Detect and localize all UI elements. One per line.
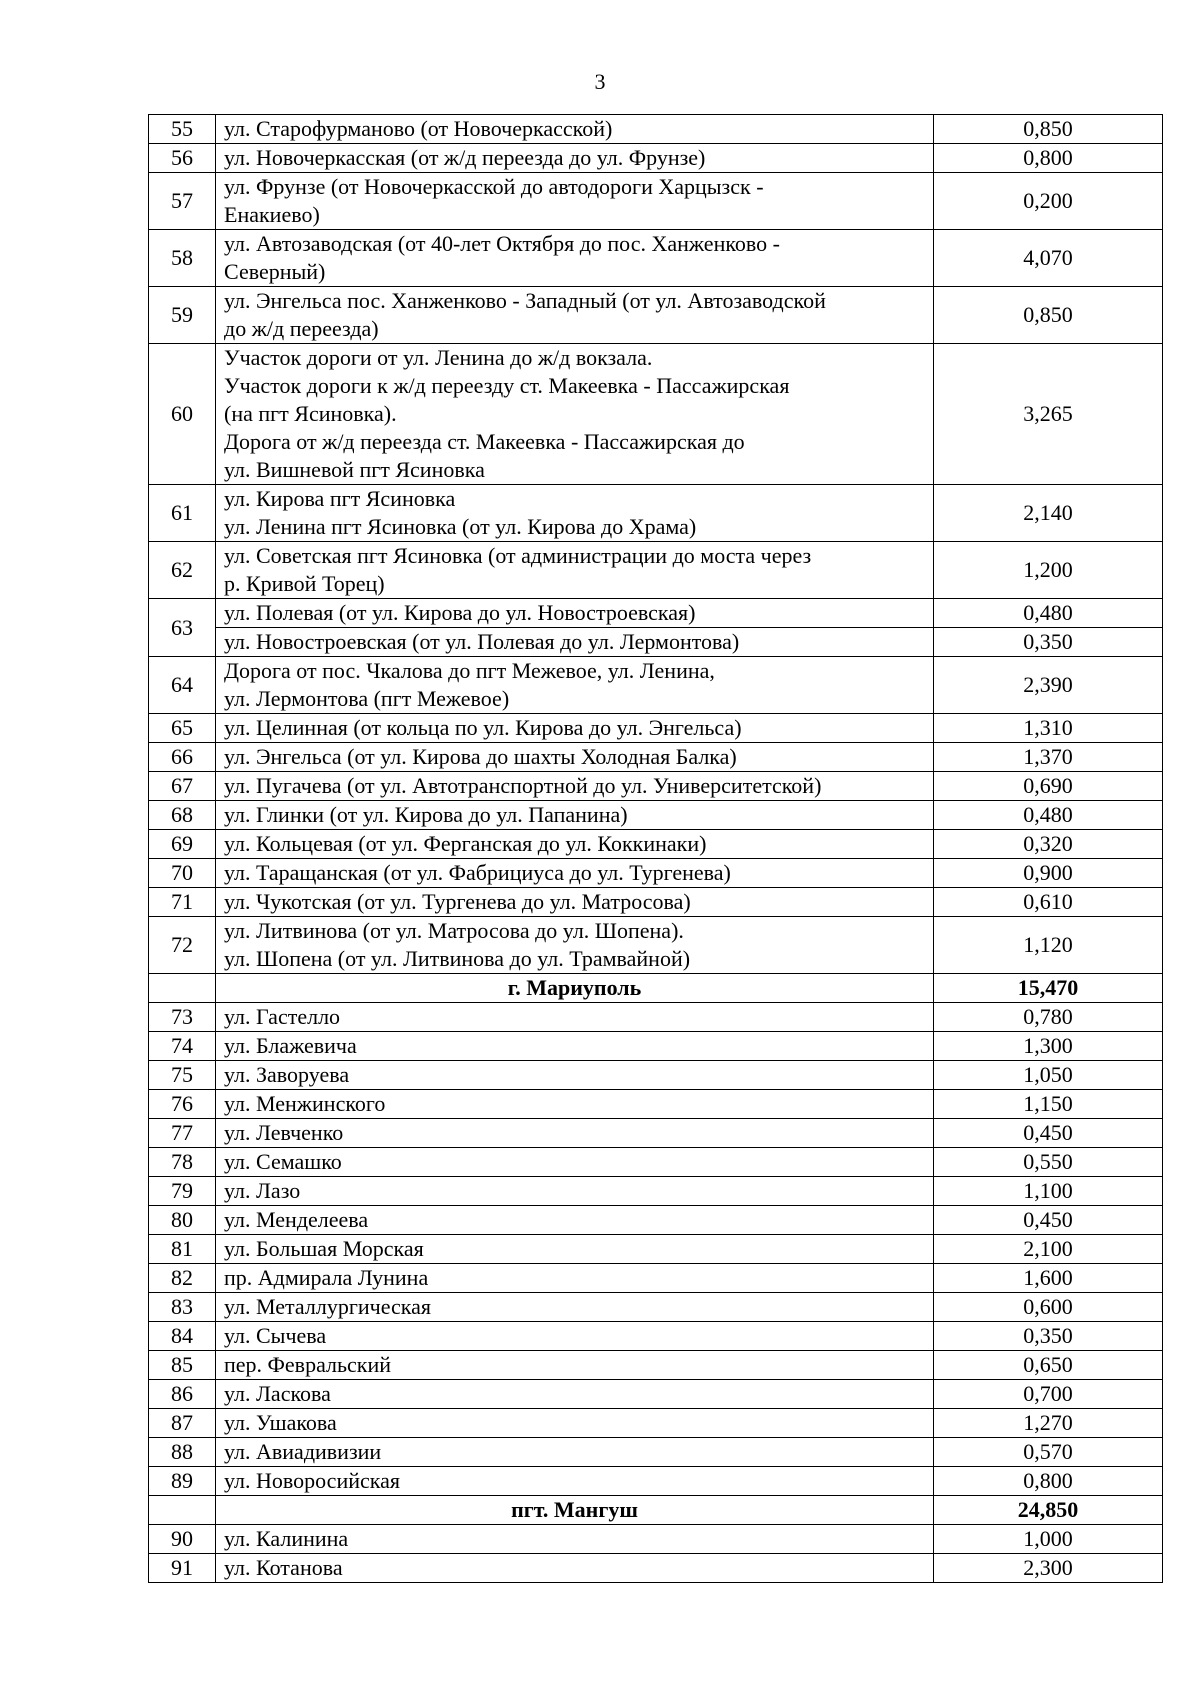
road-name-line: ул. Менделеева: [224, 1207, 369, 1232]
row-number: 86: [149, 1380, 216, 1409]
road-name: [216, 772, 934, 801]
road-name-line: ул. Большая Морская: [224, 1236, 424, 1261]
road-length: 3,265: [934, 344, 1163, 485]
road-name-line: ул. Ушакова: [224, 1410, 337, 1435]
road-length: 1,370: [934, 743, 1163, 772]
table-row: [149, 714, 1163, 743]
row-number: 81: [149, 1235, 216, 1264]
road-length: 1,270: [934, 1409, 1163, 1438]
road-length: 1,120: [934, 917, 1163, 974]
road-name-line: Дорога от ж/д переезда ст. Макеевка - Пассажирская до: [224, 429, 745, 454]
page-number: 3: [594, 69, 606, 94]
road-name: [216, 1322, 934, 1351]
road-name-line: ул. Ленина пгт Ясиновка (от ул. Кирова до Храма): [224, 514, 697, 539]
road-name-line: ул. Энгельса (от ул. Кирова до шахты Холодная Балка): [224, 744, 737, 769]
road-name-line: ул. Металлургическая: [224, 1294, 432, 1319]
table-row: [149, 1264, 1163, 1293]
table-row: [149, 1525, 1163, 1554]
road-name-line: Участок дороги к ж/д переезду ст. Макеевка - Пассажирская: [224, 373, 790, 398]
table-row: [149, 1032, 1163, 1061]
road-length: 1,150: [934, 1090, 1163, 1119]
row-number: 68: [149, 801, 216, 830]
table-row: [149, 657, 1163, 714]
road-name: [216, 743, 934, 772]
road-name-line: ул. Советская пгт Ясиновка (от администрации до моста через: [224, 543, 812, 568]
road-name: [216, 1554, 934, 1583]
table-row: [149, 542, 1163, 599]
table-row: [149, 144, 1163, 173]
road-name-line: Дорога от пос. Чкалова до пгт Межевое, ул. Ленина,: [224, 658, 715, 683]
road-name: [216, 1438, 934, 1467]
row-number: 84: [149, 1322, 216, 1351]
row-number: 79: [149, 1177, 216, 1206]
road-name-line: ул. Шопена (от ул. Литвинова до ул. Трамвайной): [224, 946, 691, 971]
road-length: 0,550: [934, 1148, 1163, 1177]
road-name: [216, 173, 934, 230]
row-number: 74: [149, 1032, 216, 1061]
road-length: 0,200: [934, 173, 1163, 230]
road-name: [216, 657, 934, 714]
row-number: [149, 974, 216, 1003]
road-length: 1,000: [934, 1525, 1163, 1554]
table-row: [149, 1148, 1163, 1177]
row-number: 88: [149, 1438, 216, 1467]
road-name-line: ул. Чукотская (от ул. Тургенева до ул. Матросова): [224, 889, 691, 914]
road-name-line: пер. Февральский: [224, 1352, 392, 1377]
road-name: [216, 859, 934, 888]
road-name-line: ул. Пугачева (от ул. Автотранспортной до ул. Университетской): [224, 773, 822, 798]
table-row: [149, 1090, 1163, 1119]
road-name-line: ул. Энгельса пос. Ханженково - Западный (от ул. Автозаводской: [224, 288, 826, 313]
row-number: 78: [149, 1148, 216, 1177]
row-number: 70: [149, 859, 216, 888]
row-number: [149, 1496, 216, 1525]
table-row: [149, 628, 1163, 657]
road-length: 0,780: [934, 1003, 1163, 1032]
road-name: [216, 1525, 934, 1554]
road-length: 0,480: [934, 801, 1163, 830]
table-row: [149, 1293, 1163, 1322]
row-number: 89: [149, 1467, 216, 1496]
road-name: [216, 115, 934, 144]
road-length: 0,600: [934, 1293, 1163, 1322]
row-number: 87: [149, 1409, 216, 1438]
row-number: 90: [149, 1525, 216, 1554]
road-length: 0,610: [934, 888, 1163, 917]
road-name-line: Участок дороги от ул. Ленина до ж/д вокзала.: [224, 345, 653, 370]
table-row: [149, 287, 1163, 344]
road-name-line: до ж/д переезда): [224, 316, 379, 341]
table-row: [149, 1061, 1163, 1090]
road-name: [216, 485, 934, 542]
table-row: [149, 599, 1163, 628]
road-name: [216, 287, 934, 344]
table-row: [149, 1003, 1163, 1032]
road-name: [216, 1148, 934, 1177]
road-length: 0,800: [934, 144, 1163, 173]
row-number: 91: [149, 1554, 216, 1583]
road-length: 0,700: [934, 1380, 1163, 1409]
road-length: 4,070: [934, 230, 1163, 287]
table-row: [149, 1554, 1163, 1583]
road-length: 0,350: [934, 628, 1163, 657]
table-row: [149, 888, 1163, 917]
road-name-line: ул. Таращанская (от ул. Фабрициуса до ул. Тургенева): [224, 860, 731, 885]
road-name: [216, 144, 934, 173]
road-name: [216, 1061, 934, 1090]
road-length: 2,390: [934, 657, 1163, 714]
road-name: [216, 1293, 934, 1322]
row-number: 66: [149, 743, 216, 772]
road-name: [216, 542, 934, 599]
road-name: [216, 1409, 934, 1438]
road-name: [216, 1003, 934, 1032]
road-name-line: ул. Лазо: [224, 1178, 301, 1203]
road-name-line: ул. Авиадивизии: [224, 1439, 382, 1464]
row-number: 72: [149, 917, 216, 974]
road-length: 0,900: [934, 859, 1163, 888]
table-row: [149, 1322, 1163, 1351]
road-name-line: г. Мариуполь: [507, 975, 642, 1000]
road-name-line: ул. Заворуева: [224, 1062, 350, 1087]
row-number: 56: [149, 144, 216, 173]
road-name-line: ул. Полевая (от ул. Кирова до ул. Новостроевская): [224, 600, 696, 625]
road-length: 1,200: [934, 542, 1163, 599]
row-number: 69: [149, 830, 216, 859]
table-row: [149, 1235, 1163, 1264]
road-length: 0,450: [934, 1206, 1163, 1235]
road-name-line: ул. Калинина: [224, 1526, 349, 1551]
row-number: 55: [149, 115, 216, 144]
road-length: 2,300: [934, 1554, 1163, 1583]
row-number: 57: [149, 173, 216, 230]
row-number: 59: [149, 287, 216, 344]
road-length: 1,300: [934, 1032, 1163, 1061]
table-row: [149, 772, 1163, 801]
roads-table-body: [149, 115, 1163, 1583]
row-number: 71: [149, 888, 216, 917]
road-name-line: ул. Блажевича: [224, 1033, 357, 1058]
row-number: 82: [149, 1264, 216, 1293]
row-number: 67: [149, 772, 216, 801]
road-length: 0,350: [934, 1322, 1163, 1351]
road-length: 2,140: [934, 485, 1163, 542]
section-total-length: 24,850: [934, 1496, 1163, 1525]
section-total-length: 15,470: [934, 974, 1163, 1003]
road-name-line: ул. Целинная (от кольца по ул. Кирова до ул. Энгельса): [224, 715, 742, 740]
section-title: [216, 1496, 934, 1525]
road-name-line: (на пгт Ясиновка).: [224, 401, 397, 426]
road-name: [216, 801, 934, 830]
road-name: [216, 1380, 934, 1409]
road-name: [216, 1206, 934, 1235]
row-number: 83: [149, 1293, 216, 1322]
table-row: [149, 1177, 1163, 1206]
road-length: 0,450: [934, 1119, 1163, 1148]
road-name-line: ул. Автозаводская (от 40-лет Октября до пос. Ханженково -: [224, 231, 780, 256]
road-name: [216, 1119, 934, 1148]
road-name: [216, 1177, 934, 1206]
road-name-line: ул. Литвинова (от ул. Матросова до ул. Шопена).: [224, 918, 684, 943]
table-row: [149, 743, 1163, 772]
row-number: 58: [149, 230, 216, 287]
section-row: [149, 974, 1163, 1003]
table-row: [149, 230, 1163, 287]
row-number: 75: [149, 1061, 216, 1090]
row-number: 85: [149, 1351, 216, 1380]
roads-table: [148, 114, 1163, 1583]
table-row: [149, 1380, 1163, 1409]
road-name: [216, 1032, 934, 1061]
road-name-line: р. Кривой Торец): [224, 571, 385, 596]
road-name: [216, 917, 934, 974]
road-length: 1,600: [934, 1264, 1163, 1293]
road-name-line: пгт. Мангуш: [511, 1497, 638, 1522]
road-name-line: ул. Гастелло: [224, 1004, 341, 1029]
road-name-line: ул. Старофурманово (от Новочеркасской): [224, 116, 613, 141]
section-title: [216, 974, 934, 1003]
road-name: [216, 888, 934, 917]
road-name-line: ул. Лермонтова (пгт Межевое): [224, 686, 510, 711]
row-number: 63: [149, 599, 216, 657]
road-name: [216, 1090, 934, 1119]
road-length: 0,850: [934, 115, 1163, 144]
road-name-line: ул. Семашко: [224, 1149, 342, 1174]
table-row: [149, 173, 1163, 230]
section-row: [149, 1496, 1163, 1525]
table-row: [149, 115, 1163, 144]
road-length: 1,100: [934, 1177, 1163, 1206]
table-row: [149, 830, 1163, 859]
road-name: [216, 1264, 934, 1293]
table-row: [149, 917, 1163, 974]
road-length: 0,320: [934, 830, 1163, 859]
road-name-line: ул. Новочеркасская (от ж/д переезда до ул. Фрунзе): [224, 145, 706, 170]
table-row: [149, 344, 1163, 485]
road-length: 1,050: [934, 1061, 1163, 1090]
table-row: [149, 1409, 1163, 1438]
road-length: 0,800: [934, 1467, 1163, 1496]
road-name-line: ул. Вишневой пгт Ясиновка: [224, 457, 485, 482]
road-name: [216, 628, 934, 657]
table-row: [149, 485, 1163, 542]
table-row: [149, 1119, 1163, 1148]
road-name: [216, 1467, 934, 1496]
row-number: 61: [149, 485, 216, 542]
road-name-line: ул. Кирова пгт Ясиновка: [224, 486, 456, 511]
road-length: 0,480: [934, 599, 1163, 628]
table-row: [149, 1206, 1163, 1235]
table-row: [149, 859, 1163, 888]
road-name: [216, 230, 934, 287]
road-length: 0,850: [934, 287, 1163, 344]
road-name-line: ул. Левченко: [224, 1120, 344, 1145]
road-length: 0,650: [934, 1351, 1163, 1380]
row-number: 76: [149, 1090, 216, 1119]
table-row: [149, 1438, 1163, 1467]
row-number: 60: [149, 344, 216, 485]
road-name: [216, 830, 934, 859]
road-name-line: ул. Менжинского: [224, 1091, 386, 1116]
road-length: 1,310: [934, 714, 1163, 743]
road-name: [216, 344, 934, 485]
road-name: [216, 1351, 934, 1380]
road-name-line: ул. Котанова: [224, 1555, 343, 1580]
table-row: [149, 1351, 1163, 1380]
road-name-line: ул. Новостроевская (от ул. Полевая до ул. Лермонтова): [224, 629, 740, 654]
road-name-line: Енакиево): [224, 202, 320, 227]
road-name-line: Северный): [224, 259, 326, 284]
row-number: 62: [149, 542, 216, 599]
road-name: [216, 599, 934, 628]
table-row: [149, 1467, 1163, 1496]
road-name: [216, 1235, 934, 1264]
row-number: 77: [149, 1119, 216, 1148]
road-name-line: пр. Адмирала Лунина: [224, 1265, 429, 1290]
row-number: 80: [149, 1206, 216, 1235]
road-name-line: ул. Новоросийская: [224, 1468, 400, 1493]
road-name-line: ул. Ласкова: [224, 1381, 331, 1406]
road-name-line: ул. Фрунзе (от Новочеркасской до автодороги Харцызск -: [224, 174, 764, 199]
road-length: 2,100: [934, 1235, 1163, 1264]
road-name-line: ул. Кольцевая (от ул. Ферганская до ул. Коккинаки): [224, 831, 707, 856]
road-name-line: ул. Сычева: [224, 1323, 327, 1348]
table-row: [149, 801, 1163, 830]
road-name: [216, 714, 934, 743]
road-length: 0,690: [934, 772, 1163, 801]
road-length: 0,570: [934, 1438, 1163, 1467]
row-number: 64: [149, 657, 216, 714]
road-name-line: ул. Глинки (от ул. Кирова до ул. Папанина): [224, 802, 628, 827]
row-number: 65: [149, 714, 216, 743]
row-number: 73: [149, 1003, 216, 1032]
